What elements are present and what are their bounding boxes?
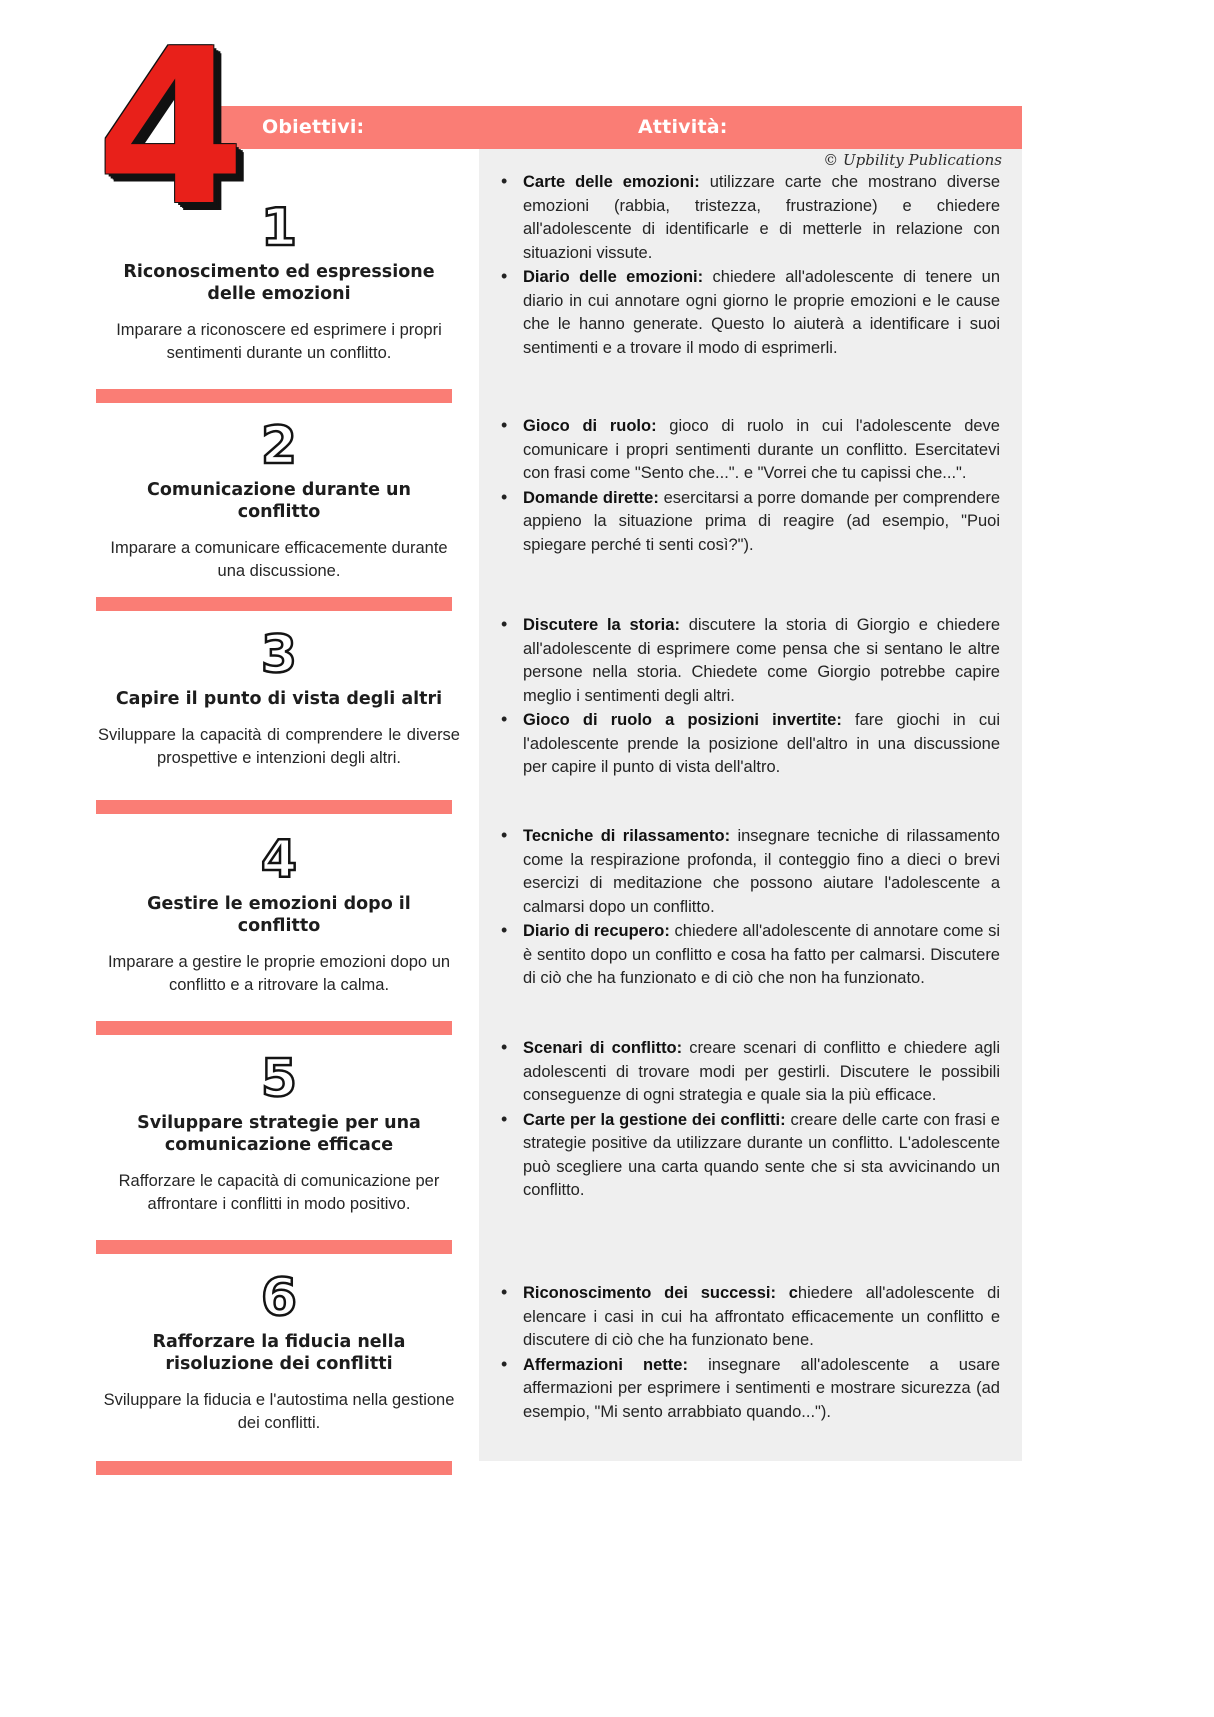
objective-number: 3	[260, 625, 298, 685]
objective-cell	[96, 1269, 462, 1435]
objective-number: 5	[260, 1049, 298, 1109]
section-divider	[96, 800, 452, 814]
activities-cell	[479, 1037, 1022, 1204]
objective-number: 6	[260, 1268, 298, 1328]
activity-item	[521, 920, 1000, 991]
activity-item	[521, 415, 1000, 486]
activity-lead-in: Gioco di ruolo:	[523, 417, 657, 435]
activity-text: creare delle carte con frasi e strategie positive da utilizzare durante un conflitto. L'adolescente può scegliere una carta quando sente che si sta avvicinando un conflitto.	[523, 1110, 1000, 1199]
objective-description: Imparare a gestire le proprie emozioni dopo un conflitto e a ritrovare la calma.	[107, 953, 451, 994]
activity-item	[521, 825, 1000, 919]
activity-text: fare giochi in cui l'adolescente prende la posizione dell'altro in una discussione per capire il punto di vista dell'altro.	[523, 711, 1000, 776]
activity-item	[521, 709, 1000, 780]
objective-title: Capire il punto di vista degli altri	[115, 689, 443, 709]
objective-cell	[96, 417, 462, 583]
activity-text: hiedere all'adolescente di elencare i casi in cui ha affrontato efficacemente un conflitto e discutere di ciò che ha funzionato bene.	[523, 1284, 1001, 1349]
activity-text: discutere la storia di Giorgio e chiedere all'adolescente di esprimere come pensa che si sentano le altre persone nella storia. Chiedete come Giorgio potrebbe capire meglio i sentimenti degli altri.	[523, 616, 1000, 705]
activity-lead-in: Discutere la storia:	[523, 616, 680, 634]
activities-cell	[479, 614, 1022, 781]
objective-cell	[96, 831, 462, 997]
objective-title: Rafforzare la fiducia nella risoluzione dei conflitti	[152, 1332, 406, 1374]
activity-list	[495, 171, 1000, 360]
objective-number: 2	[260, 416, 298, 476]
chapter-number-graphic	[96, 2, 256, 253]
objective-title: Sviluppare strategie per una comunicazione efficace	[137, 1113, 421, 1155]
objective-cell	[96, 1050, 462, 1216]
chapter-number: 4	[96, 2, 244, 253]
objective-number: 4	[260, 830, 298, 890]
objective-cell	[96, 626, 462, 770]
activity-lead-in: Diario delle emozioni:	[523, 268, 704, 286]
activity-lead-in: Affermazioni nette:	[523, 1355, 688, 1374]
activity-text: insegnare all'adolescente a usare affermazioni per esprimere i sentimenti e mostrare sicurezza (ad esempio, "Mi sento arrabbiato quando...").	[523, 1355, 1000, 1421]
activity-lead-in: Scenari di conflitto:	[523, 1039, 683, 1057]
activity-item	[521, 487, 1000, 558]
activity-text: utilizzare carte che mostrano diverse emozioni (rabbia, tristezza, frustrazione) e chiedere all'adolescente di identificarle e di metterle in relazione con situazioni vissute.	[523, 173, 1001, 262]
section-divider	[96, 389, 452, 403]
objective-title: Gestire le emozioni dopo il conflitto	[147, 894, 411, 936]
activity-list	[495, 415, 1000, 557]
activity-lead-in: Carte per la gestione dei conflitti:	[523, 1110, 786, 1129]
activities-cell	[479, 1282, 1022, 1425]
activity-list	[495, 825, 1000, 991]
activity-item	[521, 1354, 1000, 1425]
header-label-obiettivi: Obiettivi:	[262, 116, 365, 138]
header-band	[176, 106, 1022, 149]
activity-lead-in: Tecniche di rilassamento:	[523, 827, 731, 845]
section-divider	[96, 1240, 452, 1254]
activity-text: gioco di ruolo in cui l'adolescente deve comunicare i propri sentimenti durante un conflitto. Esercitatevi con frasi come "Sento che...". e "Vorrei che tu capissi che...".	[523, 417, 1000, 482]
section-divider	[96, 597, 452, 611]
activity-text: esercitarsi a porre domande per comprendere appieno la situazione prima di reagire (ad esempio, "Puoi spiegare perché ti senti così?").	[523, 488, 1000, 554]
objective-description: Sviluppare la capacità di comprendere le diverse prospettive e intenzioni degli altri.	[98, 726, 460, 767]
activity-text: creare scenari di conflitto e chiedere agli adolescenti di trovare modi per gestirli. Discutere le possibili conseguenze di ogni strategia e quale sia la più efficace.	[523, 1039, 1000, 1104]
activity-lead-in: Riconoscimento dei successi: c	[523, 1284, 798, 1302]
activities-cell	[479, 171, 1022, 361]
objective-description: Imparare a comunicare efficacemente durante una discussione.	[110, 539, 448, 580]
objective-number: 1	[260, 198, 298, 258]
activity-lead-in: Carte delle emozioni:	[523, 173, 700, 191]
activities-cell	[479, 415, 1022, 558]
activity-item	[521, 266, 1000, 360]
objective-description: Sviluppare la fiducia e l'autostima nella gestione dei conflitti.	[103, 1391, 455, 1432]
activity-text: chiedere all'adolescente di tenere un diario in cui annotare ogni giorno le proprie emozioni e le cause che le hanno generate. Questo lo aiuterà a identificare i suoi sentimenti e a trovare il modo di esprimerli.	[523, 268, 1000, 357]
activity-text: insegnare tecniche di rilassamento come la respirazione profonda, il conteggio fino a dieci o brevi esercizi di meditazione che possono aiutare l'adolescente a calmarsi dopo un conflitto.	[523, 827, 1000, 916]
activity-item	[521, 171, 1000, 265]
section-divider	[96, 1461, 452, 1475]
section-divider	[96, 1021, 452, 1035]
activity-list	[495, 1282, 1000, 1424]
activity-text: chiedere all'adolescente di annotare come si è sentito dopo un conflitto e cosa ha fatto per calmarsi. Discutere di ciò che ha funzionato e di ciò che non ha funzionato.	[523, 922, 1001, 987]
copyright-notice: © Upbility Publications	[823, 151, 1002, 169]
activity-item	[521, 614, 1000, 708]
activity-list	[495, 614, 1000, 780]
activities-cell	[479, 825, 1022, 992]
objective-description: Rafforzare le capacità di comunicazione per affrontare i conflitti in modo positivo.	[118, 1172, 440, 1213]
activity-item	[521, 1282, 1000, 1353]
activity-item	[521, 1037, 1000, 1108]
activity-lead-in: Gioco di ruolo a posizioni invertite:	[523, 711, 842, 729]
activity-item	[521, 1109, 1000, 1203]
objective-description: Imparare a riconoscere ed esprimere i propri sentimenti durante un conflitto.	[116, 321, 442, 362]
header-label-attivita: Attività:	[638, 116, 728, 138]
objective-title: Riconoscimento ed espressione delle emozioni	[123, 262, 435, 304]
activity-list	[495, 1037, 1000, 1203]
activity-lead-in: Domande dirette:	[523, 488, 659, 507]
objective-title: Comunicazione durante un conflitto	[147, 480, 411, 522]
activity-lead-in: Diario di recupero:	[523, 922, 670, 940]
